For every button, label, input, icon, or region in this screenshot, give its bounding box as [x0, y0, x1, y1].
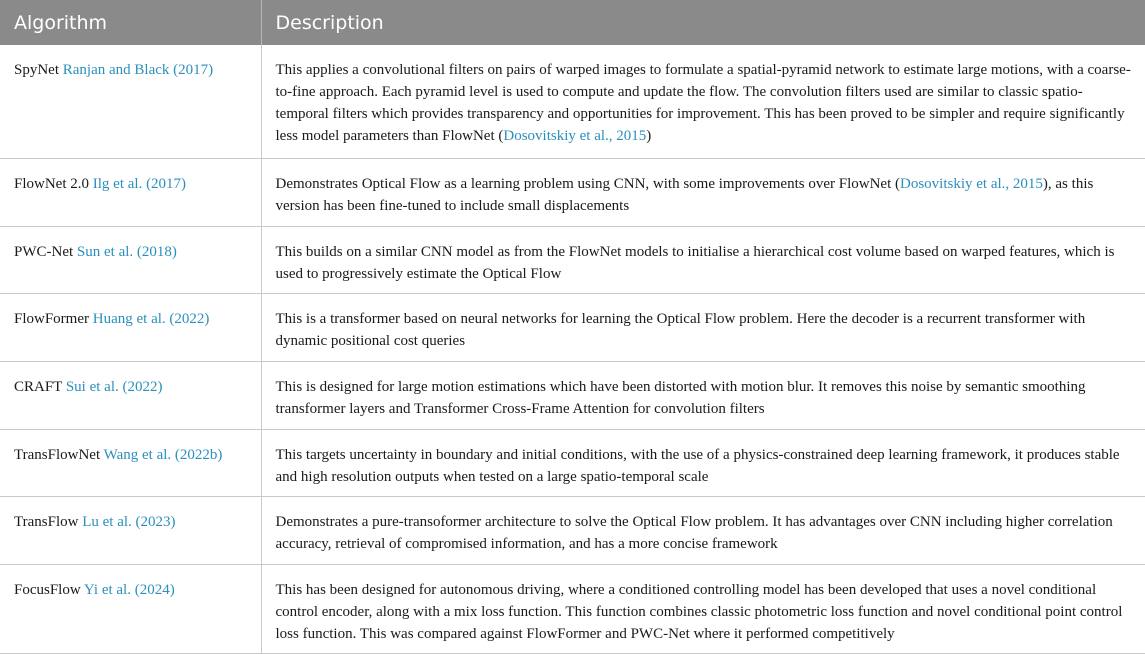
- algorithm-cell: [0, 361, 261, 429]
- description-citation-link[interactable]: Dosovitskiy et al., 2015: [899, 175, 1043, 192]
- description-text-end: ), as this version has been fine-tuned to include small displacements: [275, 175, 1094, 214]
- description-text: This builds on a similar CNN model as from the FlowNet models to initialise a hierarchical cost volume based on warped features, which is used to progressively estimate the Optical Flow: [275, 243, 1115, 282]
- description-cell: [261, 45, 1145, 158]
- algorithm-cell: [0, 158, 261, 226]
- algorithm-name: CRAFT: [14, 378, 63, 395]
- description-cell: [261, 496, 1145, 564]
- table-row: [0, 158, 1145, 226]
- algorithm-cell: [0, 45, 261, 158]
- algorithm-name: TransFlowNet: [14, 446, 101, 463]
- description-text: This has been designed for autonomous driving, where a conditioned controlling model has been developed that uses a novel conditional control encoder, along with a mix loss function. This function combines classic photometric loss function and novel conditional point control loss function. This was compared against FlowFormer and PWC-Net where it performed competitively: [275, 581, 1123, 642]
- citation-link[interactable]: Huang et al. (2022): [92, 310, 210, 327]
- citation-link[interactable]: Sui et al. (2022): [65, 378, 163, 395]
- description-cell: [261, 564, 1145, 653]
- algorithm-cell: [0, 226, 261, 293]
- algorithm-name: FlowNet 2.0: [14, 175, 89, 192]
- table-row: [0, 564, 1145, 653]
- algorithm-name: TransFlow: [14, 513, 79, 530]
- citation-link[interactable]: Ilg et al. (2017): [92, 175, 187, 192]
- table-row: [0, 45, 1145, 158]
- citation-link[interactable]: Ranjan and Black (2017): [62, 62, 214, 78]
- table-row: [0, 361, 1145, 429]
- description-text-end: ): [646, 128, 652, 144]
- description-cell: [261, 429, 1145, 496]
- description-cell: [261, 361, 1145, 429]
- description-text: Demonstrates a pure-transoformer architecture to solve the Optical Flow problem. It has advantages over CNN including higher correlation accuracy, retrieval of compromised information, and has a more concise framework: [275, 513, 1113, 552]
- table-row: [0, 226, 1145, 293]
- description-text: This is a transformer based on neural networks for learning the Optical Flow problem. Here the decoder is a recurrent transformer with dynamic positional cost queries: [275, 310, 1086, 349]
- description-text: This applies a convolutional filters on pairs of warped images to formulate a spatial-pyramid network to estimate large motions, with a coarse-to-fine approach. Each pyramid level is used to compute and update the flow. The convolution filters used are similar to classic spatio-temporal filters which provides transparency and opportunities for improvement. This has been proved to be simpler and require significantly less model parameters than FlowNet (: [275, 62, 1131, 144]
- citation-link[interactable]: Sun et al. (2018): [76, 243, 177, 260]
- description-cell: [261, 293, 1145, 361]
- citation-link[interactable]: Lu et al. (2023): [82, 513, 176, 530]
- description-cell: [261, 158, 1145, 226]
- citation-link[interactable]: Yi et al. (2024): [83, 581, 175, 598]
- table-row: [0, 496, 1145, 564]
- header-description: Description: [261, 0, 1145, 45]
- algorithm-cell: [0, 293, 261, 361]
- algorithm-cell: [0, 564, 261, 653]
- header-algorithm: Algorithm: [0, 0, 261, 45]
- description-cell: [261, 226, 1145, 293]
- citation-link[interactable]: Wang et al. (2022b): [103, 446, 223, 463]
- algorithm-name: FlowFormer: [14, 310, 89, 327]
- table-header-row: [0, 0, 1145, 45]
- algorithm-name: FocusFlow: [14, 581, 81, 598]
- algorithm-cell: [0, 496, 261, 564]
- description-text: This targets uncertainty in boundary and initial conditions, with the use of a physics-constrained deep learning framework, it produces stable and high resolution outputs when tested on a large spatio-temporal scale: [275, 446, 1120, 485]
- description-text: Demonstrates Optical Flow as a learning problem using CNN, with some improvements over FlowNet (: [275, 175, 900, 192]
- algorithm-name: PWC-Net: [14, 243, 74, 260]
- table-row: [0, 429, 1145, 496]
- algorithm-cell: [0, 429, 261, 496]
- algorithm-name: SpyNet: [14, 62, 59, 78]
- description-text: This is designed for large motion estimations which have been distorted with motion blur. It removes this noise by semantic smoothing transformer layers and Transformer Cross-Frame Attention for convolution filters: [275, 378, 1086, 417]
- table-row: [0, 293, 1145, 361]
- description-citation-link[interactable]: Dosovitskiy et al., 2015: [503, 128, 647, 144]
